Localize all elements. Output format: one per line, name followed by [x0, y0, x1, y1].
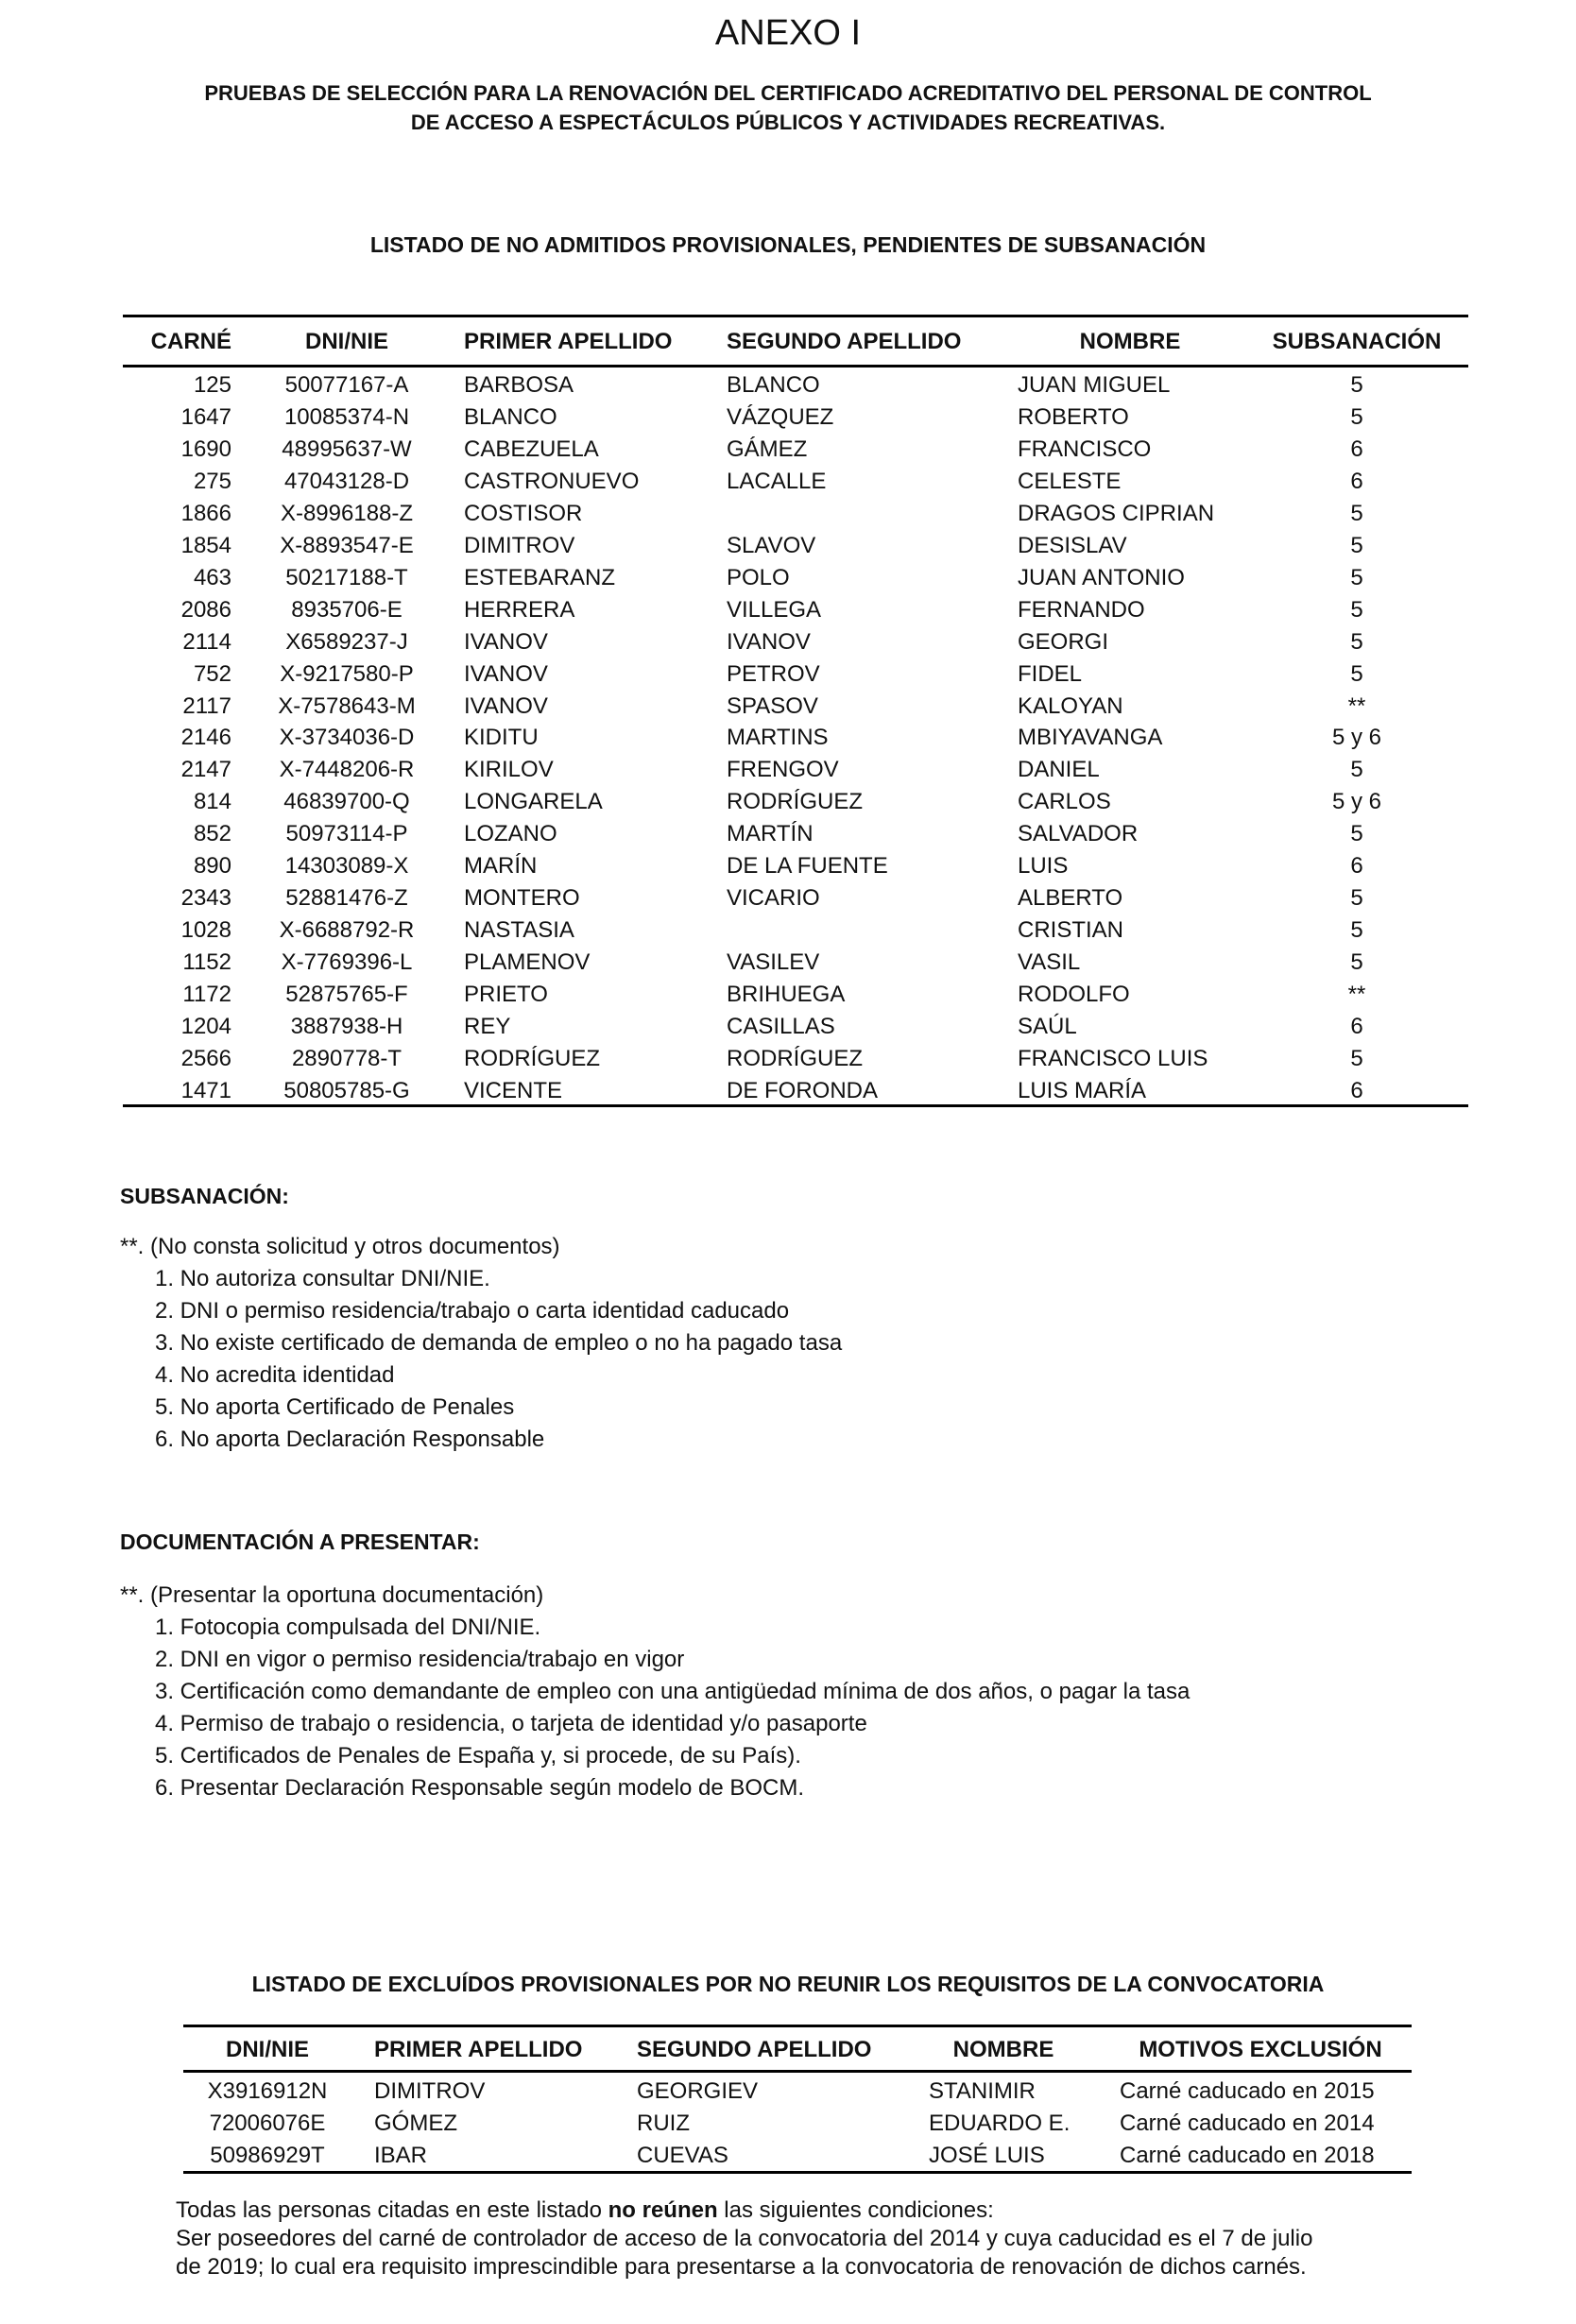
cell-subsanacion: 6 — [1350, 468, 1363, 494]
cell-subsanacion: 6 — [1350, 1014, 1363, 1039]
note-text: Todas las personas citadas en este listado — [176, 2197, 608, 2223]
cell-subsanacion: ** — [1347, 982, 1366, 1008]
cell-primer-apellido: IVANOV — [464, 660, 548, 687]
cell-nombre: DRAGOS CIPRIAN — [1018, 500, 1215, 526]
cell-primer-apellido: LOZANO — [464, 821, 557, 847]
cell-dni: 52875765-F — [285, 982, 408, 1008]
list-item: 3. Certificación como demandante de empleo con una antigüedad mínima de dos años, o pagar la tasa — [155, 1679, 1191, 1704]
cell-dni: X-7448206-R — [279, 757, 415, 783]
cell-dni: 50986929T — [210, 2143, 325, 2168]
cell-segundo-apellido: MARTINS — [727, 725, 829, 751]
list-item: 1. No autoriza consultar DNI/NIE. — [155, 1266, 490, 1291]
cell-motivo: Carné caducado en 2014 — [1120, 2110, 1375, 2136]
cell-subsanacion: 5 — [1350, 500, 1363, 526]
cell-nombre: SALVADOR — [1018, 821, 1139, 847]
cell-primer-apellido: LONGARELA — [464, 789, 603, 815]
cell-dni: 48995637-W — [282, 436, 412, 462]
column-header: PRIMER APELLIDO — [374, 2037, 583, 2062]
cell-carne: 2117 — [182, 692, 231, 719]
cell-nombre: LUIS MARÍA — [1018, 1077, 1147, 1103]
cell-primer-apellido: DIMITROV — [374, 2078, 486, 2104]
cell-primer-apellido: COSTISOR — [464, 500, 583, 526]
cell-primer-apellido: NASTASIA — [464, 917, 574, 944]
cell-dni: X-8996188-Z — [280, 500, 414, 526]
table-top-rule — [123, 315, 1468, 317]
cell-carne: 2086 — [180, 596, 231, 623]
excluidos-top-rule — [183, 2025, 1412, 2027]
cell-carne: 852 — [193, 821, 231, 847]
cell-primer-apellido: GÓMEZ — [374, 2110, 457, 2136]
cell-motivo: Carné caducado en 2018 — [1120, 2143, 1375, 2168]
excluidos-note-line-1 — [176, 2197, 994, 2224]
cell-primer-apellido: VICENTE — [464, 1077, 563, 1103]
list-item: **. (Presentar la oportuna documentación) — [120, 1582, 544, 1608]
subtitle-line-1: PRUEBAS DE SELECCIÓN PARA LA RENOVACIÓN DEL CERTIFICADO ACREDITATIVO DEL PERSONAL DE CONTROL — [204, 81, 1372, 105]
excluidos-note-line-3: de 2019; lo cual era requisito imprescindible para presentarse a la convocatoria de renovación de dichos carnés. — [176, 2254, 1307, 2280]
cell-carne: 2343 — [180, 885, 231, 912]
list-item: 6. No aporta Declaración Responsable — [155, 1427, 545, 1452]
cell-carne: 1690 — [180, 436, 231, 462]
cell-dni: 46839700-Q — [283, 789, 410, 815]
list-item: **. (No consta solicitud y otros documentos) — [120, 1234, 560, 1259]
cell-dni: 50805785-G — [283, 1077, 410, 1103]
cell-dni: X-6688792-R — [279, 917, 415, 944]
cell-dni: 2890778-T — [291, 1045, 403, 1071]
cell-dni: X-8893547-E — [280, 532, 414, 558]
cell-carne: 1028 — [180, 917, 231, 944]
cell-carne: 463 — [193, 564, 231, 590]
cell-carne: 275 — [193, 468, 231, 494]
cell-segundo-apellido: CUEVAS — [637, 2143, 728, 2168]
cell-primer-apellido: KIDITU — [464, 725, 539, 751]
cell-nombre: JUAN ANTONIO — [1018, 564, 1185, 590]
cell-dni: 50077167-A — [284, 372, 409, 398]
cell-nombre: LUIS — [1018, 853, 1069, 880]
cell-segundo-apellido: SPASOV — [727, 692, 818, 719]
cell-segundo-apellido: CASILLAS — [727, 1014, 835, 1039]
subsanacion-heading: SUBSANACIÓN: — [120, 1184, 289, 1208]
cell-nombre: MBIYAVANGA — [1018, 725, 1163, 751]
cell-nombre: FRANCISCO — [1018, 436, 1152, 462]
cell-primer-apellido: ESTEBARANZ — [464, 564, 616, 590]
cell-carne: 2147 — [180, 757, 231, 783]
cell-primer-apellido: REY — [464, 1014, 511, 1039]
cell-segundo-apellido: RUIZ — [637, 2110, 690, 2136]
cell-segundo-apellido: RODRÍGUEZ — [727, 1045, 863, 1071]
cell-segundo-apellido: BRIHUEGA — [727, 982, 846, 1008]
cell-subsanacion: 5 — [1350, 757, 1363, 783]
cell-nombre: CARLOS — [1018, 789, 1111, 815]
cell-primer-apellido: PRIETO — [464, 982, 548, 1008]
cell-nombre: SAÚL — [1018, 1014, 1077, 1039]
cell-subsanacion: 6 — [1350, 1077, 1363, 1103]
cell-primer-apellido: CABEZUELA — [464, 436, 599, 462]
cell-dni: 14303089-X — [284, 853, 409, 880]
cell-dni: X-7769396-L — [281, 949, 413, 976]
cell-segundo-apellido: FRENGOV — [727, 757, 839, 783]
cell-segundo-apellido: VICARIO — [727, 885, 820, 912]
cell-primer-apellido: RODRÍGUEZ — [464, 1045, 600, 1071]
cell-dni: X-7578643-M — [278, 692, 416, 719]
cell-nombre: GEORGI — [1018, 628, 1109, 655]
subtitle-line-2: DE ACCESO A ESPECTÁCULOS PÚBLICOS Y ACTIVIDADES RECREATIVAS. — [410, 111, 1166, 134]
cell-subsanacion: 5 — [1350, 532, 1363, 558]
list-item: 5. No aporta Certificado de Penales — [155, 1394, 515, 1420]
cell-nombre: CELESTE — [1018, 468, 1122, 494]
cell-primer-apellido: BARBOSA — [464, 372, 574, 398]
cell-nombre: ALBERTO — [1018, 885, 1123, 912]
cell-nombre: JUAN MIGUEL — [1018, 372, 1171, 398]
cell-segundo-apellido: VÁZQUEZ — [727, 403, 834, 430]
column-header: SEGUNDO APELLIDO — [727, 329, 962, 354]
column-header: NOMBRE — [952, 2037, 1054, 2062]
cell-subsanacion: 5 — [1350, 949, 1363, 976]
list-item: 4. No acredita identidad — [155, 1362, 395, 1388]
excluidos-header-rule — [183, 2070, 1412, 2073]
cell-segundo-apellido: RODRÍGUEZ — [727, 789, 863, 815]
cell-dni: 3887938-H — [290, 1014, 403, 1039]
cell-dni: 52881476-Z — [285, 885, 408, 912]
cell-subsanacion: 5 — [1350, 596, 1363, 623]
column-header: MOTIVOS EXCLUSIÓN — [1139, 2037, 1382, 2062]
cell-carne: 1204 — [180, 1014, 231, 1039]
cell-carne: 1854 — [180, 532, 231, 558]
cell-subsanacion: 5 — [1350, 628, 1363, 655]
cell-nombre: JOSÉ LUIS — [929, 2143, 1045, 2168]
cell-nombre: RODOLFO — [1018, 982, 1130, 1008]
cell-segundo-apellido: IVANOV — [727, 628, 811, 655]
cell-carne: 890 — [193, 853, 231, 880]
cell-dni: 8935706-E — [291, 596, 403, 623]
column-header: NOMBRE — [1079, 329, 1181, 354]
cell-segundo-apellido: VILLEGA — [727, 596, 822, 623]
cell-dni: X-3734036-D — [279, 725, 415, 751]
cell-primer-apellido: MARÍN — [464, 853, 538, 880]
cell-dni: X6589237-J — [285, 628, 408, 655]
column-header: DNI/NIE — [304, 329, 388, 354]
no-admitidos-heading: LISTADO DE NO ADMITIDOS PROVISIONALES, PENDIENTES DE SUBSANACIÓN — [369, 232, 1207, 257]
cell-carne: 752 — [193, 660, 231, 687]
cell-nombre: CRISTIAN — [1018, 917, 1124, 944]
cell-primer-apellido: HERRERA — [464, 596, 575, 623]
cell-nombre: FIDEL — [1018, 660, 1083, 687]
cell-segundo-apellido: BLANCO — [727, 372, 820, 398]
cell-primer-apellido: BLANCO — [464, 403, 557, 430]
cell-carne: 125 — [193, 372, 231, 398]
table-header-rule — [123, 365, 1468, 367]
cell-subsanacion: 5 — [1350, 917, 1363, 944]
cell-subsanacion: 5 — [1350, 660, 1363, 687]
cell-nombre: EDUARDO E. — [929, 2110, 1071, 2136]
cell-carne: 1647 — [180, 403, 231, 430]
cell-nombre: FERNANDO — [1018, 596, 1145, 623]
cell-carne: 814 — [193, 789, 231, 815]
cell-nombre: KALOYAN — [1018, 692, 1123, 719]
cell-nombre: DANIEL — [1018, 757, 1100, 783]
cell-segundo-apellido: VASILEV — [727, 949, 820, 976]
column-header: SUBSANACIÓN — [1272, 329, 1442, 354]
cell-subsanacion: 5 — [1350, 564, 1363, 590]
cell-dni: 72006076E — [209, 2110, 326, 2136]
list-item: 2. DNI en vigor o permiso residencia/trabajo en vigor — [155, 1647, 685, 1672]
list-item: 5. Certificados de Penales de España y, si procede, de su País). — [155, 1743, 801, 1769]
cell-segundo-apellido: DE FORONDA — [727, 1077, 879, 1103]
cell-carne: 2566 — [180, 1045, 231, 1071]
page-title: ANEXO I — [714, 13, 862, 53]
list-item: 4. Permiso de trabajo o residencia, o tarjeta de identidad y/o pasaporte — [155, 1711, 867, 1736]
cell-primer-apellido: DIMITROV — [464, 532, 575, 558]
cell-nombre: DESISLAV — [1018, 532, 1127, 558]
cell-carne: 1152 — [182, 949, 231, 976]
column-header: SEGUNDO APELLIDO — [637, 2037, 872, 2062]
cell-subsanacion: 6 — [1350, 436, 1363, 462]
excluidos-note-line-2: Ser poseedores del carné de controlador de acceso de la convocatoria del 2014 y cuya caducidad es el 7 de julio — [176, 2226, 1313, 2251]
cell-primer-apellido: KIRILOV — [464, 757, 554, 783]
cell-segundo-apellido: POLO — [727, 564, 790, 590]
cell-subsanacion: ** — [1347, 692, 1366, 719]
cell-carne: 2114 — [182, 628, 231, 655]
cell-subsanacion: 5 — [1350, 885, 1363, 912]
cell-dni: 50217188-T — [285, 564, 408, 590]
cell-subsanacion: 5 — [1350, 403, 1363, 430]
cell-nombre: ROBERTO — [1018, 403, 1129, 430]
cell-nombre: STANIMIR — [929, 2078, 1036, 2104]
cell-subsanacion: 5 — [1350, 372, 1363, 398]
column-header: DNI/NIE — [225, 2037, 309, 2062]
cell-nombre: VASIL — [1018, 949, 1081, 976]
cell-segundo-apellido: MARTÍN — [727, 821, 814, 847]
list-item: 1. Fotocopia compulsada del DNI/NIE. — [155, 1615, 541, 1640]
cell-segundo-apellido: SLAVOV — [727, 532, 816, 558]
cell-dni: X-9217580-P — [280, 660, 414, 687]
list-item: 6. Presentar Declaración Responsable según modelo de BOCM. — [155, 1775, 805, 1801]
cell-segundo-apellido: GEORGIEV — [637, 2078, 759, 2104]
cell-subsanacion: 5 — [1350, 821, 1363, 847]
documentacion-heading: DOCUMENTACIÓN A PRESENTAR: — [120, 1529, 480, 1554]
cell-dni: 50973114-P — [285, 821, 408, 847]
cell-dni: X3916912N — [207, 2078, 328, 2104]
cell-carne: 1471 — [180, 1077, 231, 1103]
cell-primer-apellido: CASTRONUEVO — [464, 468, 640, 494]
note-bold: no reúnen — [608, 2197, 718, 2223]
cell-motivo: Carné caducado en 2015 — [1120, 2078, 1375, 2104]
cell-primer-apellido: MONTERO — [464, 885, 580, 912]
cell-dni: 47043128-D — [283, 468, 410, 494]
cell-segundo-apellido: GÁMEZ — [727, 436, 808, 462]
cell-segundo-apellido: LACALLE — [727, 468, 827, 494]
column-header: CARNÉ — [150, 329, 231, 354]
cell-nombre: FRANCISCO LUIS — [1018, 1045, 1208, 1071]
list-item: 2. DNI o permiso residencia/trabajo o carta identidad caducado — [155, 1298, 790, 1324]
excluidos-heading: LISTADO DE EXCLUÍDOS PROVISIONALES POR NO REUNIR LOS REQUISITOS DE LA CONVOCATORIA — [251, 1972, 1325, 1996]
list-item: 3. No existe certificado de demanda de empleo o no ha pagado tasa — [155, 1330, 843, 1356]
cell-carne: 1866 — [180, 500, 231, 526]
cell-primer-apellido: IBAR — [374, 2143, 428, 2168]
cell-primer-apellido: PLAMENOV — [464, 949, 591, 976]
cell-segundo-apellido: DE LA FUENTE — [727, 853, 888, 880]
cell-subsanacion: 5 — [1350, 1045, 1363, 1071]
cell-dni: 10085374-N — [283, 403, 410, 430]
table-bottom-rule — [123, 1104, 1468, 1107]
excluidos-bottom-rule — [183, 2171, 1412, 2174]
cell-subsanacion: 5 y 6 — [1331, 725, 1382, 751]
cell-subsanacion: 5 y 6 — [1331, 789, 1382, 815]
cell-primer-apellido: IVANOV — [464, 628, 548, 655]
cell-primer-apellido: IVANOV — [464, 692, 548, 719]
cell-carne: 2146 — [180, 725, 231, 751]
cell-subsanacion: 6 — [1350, 853, 1363, 880]
column-header: PRIMER APELLIDO — [464, 329, 673, 354]
cell-segundo-apellido: PETROV — [727, 660, 820, 687]
cell-carne: 1172 — [182, 982, 231, 1008]
note-text: las siguientes condiciones: — [717, 2197, 994, 2223]
